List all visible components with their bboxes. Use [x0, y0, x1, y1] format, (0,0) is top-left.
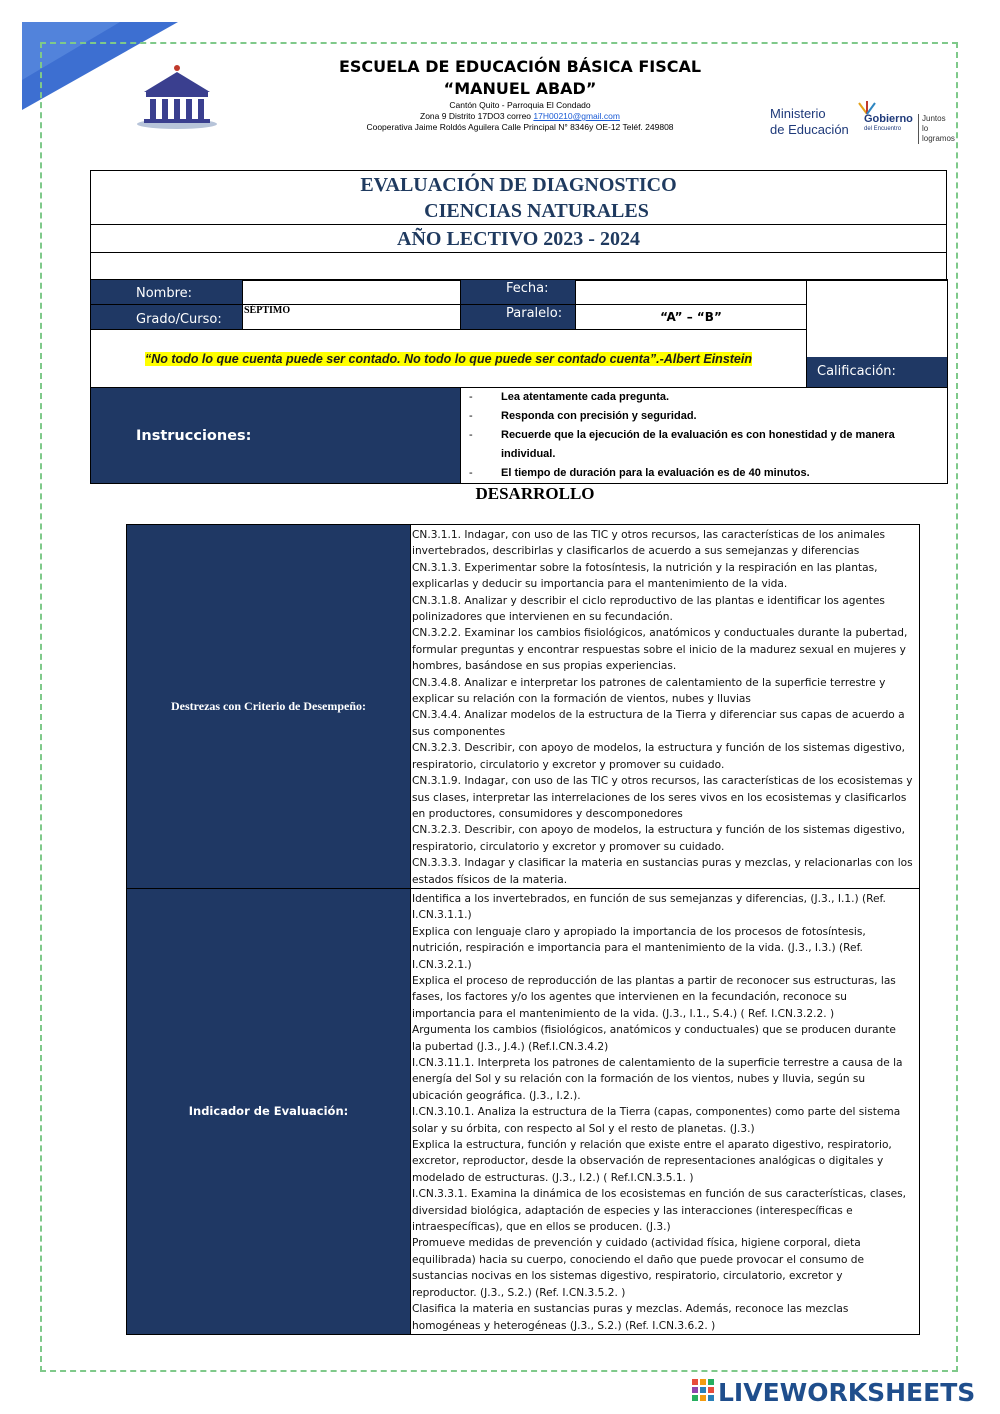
text-line: formular preguntas y encontrar respuestas sobre el inicio de la madurez sexual en mujeres y [412, 643, 906, 656]
nombre-label: Nombre: [91, 280, 243, 305]
text-line: Explica el proceso de reproducción de las plantas a partir de reconocer sus estructuras, las [412, 974, 896, 987]
text-line: CN.3.2.3. Describir, con apoyo de modelos, la estructura y función de los sistemas digestivo, [412, 824, 906, 837]
email-link[interactable]: 17H00210@gmail.com [533, 111, 620, 121]
title-subject: CIENCIAS NATURALES [424, 200, 649, 222]
school-address-1: Cantón Quito - Parroquia El Condado [449, 100, 591, 110]
text-line: solar y su órbita, con respecto al Sol y el resto de planetas. (J.3.) [412, 1122, 755, 1135]
destrezas-label: Destrezas con Criterio de Desempeño: [127, 525, 411, 889]
text-line: CN.3.1.8. Analizar y describir el ciclo reproductivo de las plantas e identificar los agentes [412, 594, 885, 607]
nombre-field[interactable] [243, 280, 461, 305]
instruction-item: - El tiempo de duración para la evaluación es de 40 minutos. [469, 467, 810, 479]
text-line: polinizadores que intervienen en su fecundación. [412, 611, 673, 624]
text-line: reproductor. (J.3., S.2.) (Ref. I.CN.3.5.2. ) [412, 1286, 626, 1299]
ministry-logo [770, 100, 960, 146]
text-line: CN.3.2.3. Describir, con apoyo de modelos, la estructura y función de los sistemas digestivo, [412, 742, 906, 755]
instruction-item: - Lea atentamente cada pregunta. [469, 391, 670, 403]
text-line: I.CN.3.2.1.) [412, 958, 472, 971]
text-line: fases, los factores y/o los agentes que intervienen en la fecundación, reconoce su [412, 991, 847, 1004]
text-line: I.CN.3.1.1.) [412, 909, 472, 922]
government-text: Gobierno del Encuentro [864, 113, 913, 132]
einstein-quote: “No todo lo que cuenta puede ser contado. No todo lo que puede ser contado cuenta”.-Albert Einstein [145, 351, 752, 366]
text-line: Promueve medidas de prevención y cuidado (actividad física, higiene corporal, dieta [412, 1237, 861, 1250]
text-line: CN.3.1.3. Experimentar sobre la fotosíntesis, la nutrición y la respiración en las plantas, [412, 561, 878, 574]
destrezas-content [411, 525, 920, 889]
text-line: en productores, consumidores y descomponedores [412, 807, 683, 820]
text-line: la pubertad (J.3., J.4.) (Ref.I.CN.3.4.2) [412, 1040, 609, 1053]
text-line: homogéneas y heterogéneas (J.3., S.2.) (Ref. I.CN.3.6.2. ) [412, 1319, 716, 1332]
grado-label: Grado/Curso: [91, 305, 243, 330]
text-line: intraespecíficas), que en ellos se producen. (J.3.) [412, 1221, 671, 1234]
school-address-3: Cooperativa Jaime Roldós Aguilera Calle Principal N° 8346y OE-12 Teléf. 249808 [366, 122, 674, 132]
fecha-field[interactable] [576, 280, 807, 305]
text-line: I.CN.3.11.1. Interpreta los patrones de calentamiento de la superficie terrestre a causa de la [412, 1057, 903, 1069]
text-line: I.CN.3.3.1. Examina la dinámica de los ecosistemas en función de sus características, clases, [412, 1188, 907, 1201]
school-header [280, 56, 760, 133]
text-line: Clasifica la materia en sustancias puras y mezclas. Además, reconoce las mezclas [412, 1303, 849, 1316]
school-name-line1: ESCUELA DE EDUCACIÓN BÁSICA FISCAL [338, 57, 702, 76]
instructions-list [461, 388, 947, 483]
instruction-item: - Recuerde que la ejecución de la evaluación es con honestidad y de manera individual. [469, 429, 895, 460]
instruction-item: - Responda con precisión y seguridad. [469, 410, 697, 422]
text-line: excretor, reproductor, desde la observación de representaciones analógicas o digitales y [412, 1155, 884, 1168]
text-line: Argumenta los cambios (fisiológicos, anatómicos y conductuales) que se producen durante [412, 1024, 896, 1037]
text-line: equilibrada) hacia su cuerpo, conociendo el daño que puede provocar el consumo de [412, 1253, 865, 1266]
instrucciones-label: Instrucciones: [91, 388, 461, 484]
text-line: modelado de estructuras. (J.3., I.2.) ( Ref.I.CN.3.5.1. ) [412, 1171, 694, 1184]
text-line: diversidad biológica, adaptación de especies y las interacciones (interespecíficas e [412, 1204, 853, 1217]
text-line: CN.3.4.4. Analizar modelos de la estructura de la Tierra y diferenciar sus capas de acuerdo a [412, 709, 905, 722]
text-line: sus clases, interpretar las interrelaciones de los seres vivos en los ecosistemas y clasificarlos [412, 791, 907, 804]
text-line: CN.3.4.8. Analizar e interpretar los patrones de calentamiento de la superficie terrestre y [412, 676, 886, 689]
text-line: explicarlas y deducir su importancia para el mantenimiento de la vida. [412, 578, 788, 591]
text-line: I.CN.3.10.1. Analiza la estructura de la Tierra (capas, componentes) como parte del sistema [412, 1106, 901, 1119]
text-line: Explica la estructura, función y relación que existe entre el aparato digestivo, respiratorio, [412, 1139, 892, 1152]
liveworksheets-logo [692, 1376, 975, 1408]
text-line: Identifica a los invertebrados, en función de sus semejanzas y diferencias, (J.3., I.1.) (Ref. [412, 892, 886, 905]
school-logo [134, 64, 220, 130]
school-address-2: Zona 9 Distrito 17DO3 correo 17H00210@gmail.com [420, 111, 620, 121]
text-line: ubicación geográfica. (J.3., I.2.). [412, 1089, 581, 1102]
text-line: sustancias nocivas en los sistemas digestivo, respiratorio, circulatorio, excretor y [412, 1270, 843, 1283]
paralelo-label: Paralelo: [461, 305, 576, 330]
text-line: invertebrados, describirlas y clasificarlos de acuerdo a sus semejanzas y diferencias [412, 545, 860, 558]
student-info-table [90, 279, 948, 484]
title-year: AÑO LECTIVO 2023 - 2024 [397, 227, 640, 250]
text-line: Explica con lenguaje claro y apropiado la importancia de los procesos de fotosíntesis, [412, 925, 866, 938]
text-line: importancia para el mantenimiento de la vida. (J.3., I.1., S.4.) ( Ref. I.CN.3.2.2. ) [412, 1007, 835, 1020]
indicador-label: Indicador de Evaluación: [127, 888, 411, 1334]
grado-value[interactable]: SÉPTIMO [243, 305, 461, 330]
text-line: estados físicos de la materia. [412, 873, 568, 886]
text-line: hombres, basándose en sus propias experiencias. [412, 660, 677, 673]
desarrollo-table [126, 524, 920, 1335]
text-line: explicar su relación con la formación de vientos, nubes y lluvias [412, 693, 751, 706]
paralelo-value[interactable]: “A” – “B” [576, 305, 807, 330]
liveworksheets-text: LIVEWORKSHEETS [718, 1377, 976, 1407]
indicador-content [411, 888, 920, 1334]
text-line: respiratorio, circulatorio y excretor y promover su cuidado. [412, 758, 725, 771]
text-line: energía del Sol y su relación con la formación de los vientos, nubes y lluvia, según su [412, 1073, 866, 1086]
text-line: nutrición, respiración e importancia para el mantenimiento de la vida. (J.3., I.3.) (Ref. [412, 942, 863, 955]
text-line: respiratorio, circulatorio y excretor y promover su cuidado. [412, 840, 725, 853]
liveworksheets-icon [692, 1379, 714, 1405]
text-line: sus componentes [412, 725, 506, 738]
government-slogan: Juntos lo logramos [918, 114, 960, 144]
desarrollo-heading: DESARROLLO [475, 484, 595, 503]
text-line: CN.3.3.3. Indagar y clasificar la materia en sustancias puras y mezclas, y relacionarlas con los [412, 857, 913, 870]
title-table [90, 170, 947, 281]
text-line: CN.3.1.9. Indagar, con uso de las TIC y otros recursos, las características de los ecosistemas y [412, 775, 913, 788]
title-evaluacion: EVALUACIÓN DE DIAGNOSTICO [360, 174, 677, 196]
school-name-line2: “MANUEL ABAD” [443, 79, 597, 98]
calificacion-label: Calificación: [807, 357, 947, 387]
text-line: CN.3.1.1. Indagar, con uso de las TIC y otros recursos, las características de los animales [412, 529, 886, 541]
text-line: CN.3.2.2. Examinar los cambios fisiológicos, anatómicos y conductuales durante la pubertad, [412, 627, 908, 640]
calificacion-box[interactable] [807, 280, 948, 330]
ministry-text: Ministerio de Educación [770, 106, 849, 137]
fecha-label: Fecha: [461, 280, 576, 305]
